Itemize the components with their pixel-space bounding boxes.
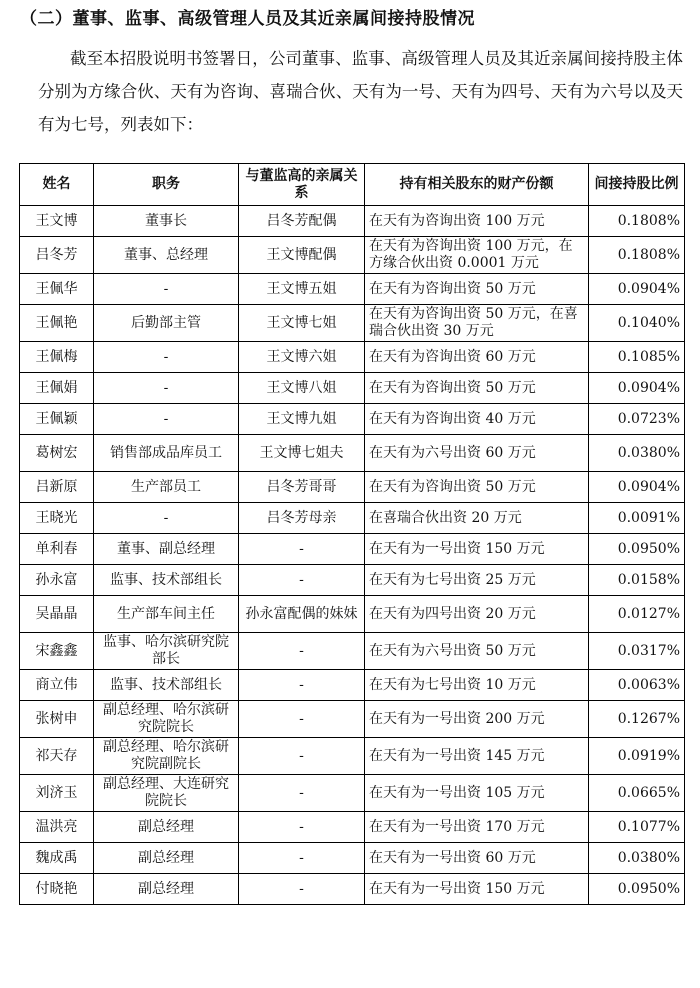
relation-cell: - [239, 534, 365, 565]
position-cell: - [94, 373, 239, 404]
table-row [20, 534, 685, 565]
holdings-table [19, 163, 685, 905]
assets-cell: 在天有为咨询出资 60 万元 [365, 342, 589, 373]
assets-cell: 在天有为咨询出资 100 万元，在方缘合伙出资 0.0001 万元 [365, 237, 589, 274]
relation-cell: 王文博八姐 [239, 373, 365, 404]
name-cell: 王文博 [20, 206, 94, 237]
name-cell: 张树申 [20, 701, 94, 738]
header-assets: 持有相关股东的财产份额 [365, 164, 589, 206]
table-row [20, 843, 685, 874]
position-cell: - [94, 404, 239, 435]
ratio-cell: 0.0127% [589, 596, 685, 633]
assets-cell: 在天有为一号出资 170 万元 [365, 812, 589, 843]
position-cell: 副总经理 [94, 843, 239, 874]
name-cell: 祁天存 [20, 738, 94, 775]
position-cell: - [94, 274, 239, 305]
ratio-cell: 0.1808% [589, 206, 685, 237]
relation-cell: 吕冬芳哥哥 [239, 472, 365, 503]
table-row [20, 738, 685, 775]
intro-paragraph: 截至本招股说明书签署日，公司董事、监事、高级管理人员及其近亲属间接持股主体分别为方缘合伙、天有为咨询、喜瑞合伙、天有为一号、天有为四号、天有为六号以及天有为七号，列表如下： [38, 49, 683, 134]
header-ratio: 间接持股比例 [589, 164, 685, 206]
table-row [20, 670, 685, 701]
relation-cell: - [239, 670, 365, 701]
assets-cell: 在天有为一号出资 105 万元 [365, 775, 589, 812]
ratio-cell: 0.0950% [589, 534, 685, 565]
table-row [20, 305, 685, 342]
assets-cell: 在天有为六号出资 60 万元 [365, 435, 589, 472]
relation-cell: - [239, 738, 365, 775]
relation-cell: - [239, 701, 365, 738]
table-row [20, 237, 685, 274]
table-row [20, 596, 685, 633]
position-cell: 监事、哈尔滨研究院部长 [94, 633, 239, 670]
ratio-cell: 0.1267% [589, 701, 685, 738]
assets-cell: 在天有为咨询出资 50 万元，在喜瑞合伙出资 30 万元 [365, 305, 589, 342]
name-cell: 单利春 [20, 534, 94, 565]
name-cell: 宋鑫鑫 [20, 633, 94, 670]
assets-cell: 在天有为咨询出资 50 万元 [365, 472, 589, 503]
ratio-cell: 0.1085% [589, 342, 685, 373]
ratio-cell: 0.0317% [589, 633, 685, 670]
position-cell: 董事长 [94, 206, 239, 237]
name-cell: 王晓光 [20, 503, 94, 534]
table-row [20, 503, 685, 534]
ratio-cell: 0.0380% [589, 435, 685, 472]
name-cell: 葛树宏 [20, 435, 94, 472]
relation-cell: 王文博六姐 [239, 342, 365, 373]
section-heading: （二）董事、监事、高级管理人员及其近亲属间接持股情况 [20, 9, 475, 29]
assets-cell: 在天有为四号出资 20 万元 [365, 596, 589, 633]
name-cell: 王佩梅 [20, 342, 94, 373]
table-row [20, 565, 685, 596]
table-row [20, 874, 685, 905]
assets-cell: 在天有为一号出资 150 万元 [365, 534, 589, 565]
relation-cell: - [239, 843, 365, 874]
table-row [20, 633, 685, 670]
ratio-cell: 0.1077% [589, 812, 685, 843]
assets-cell: 在天有为一号出资 150 万元 [365, 874, 589, 905]
assets-cell: 在天有为一号出资 60 万元 [365, 843, 589, 874]
relation-cell: - [239, 775, 365, 812]
assets-cell: 在天有为咨询出资 40 万元 [365, 404, 589, 435]
name-cell: 王佩颖 [20, 404, 94, 435]
assets-cell: 在天有为咨询出资 50 万元 [365, 373, 589, 404]
ratio-cell: 0.0158% [589, 565, 685, 596]
assets-cell: 在天有为一号出资 200 万元 [365, 701, 589, 738]
table-header-row [20, 164, 685, 206]
relation-cell: 王文博七姐夫 [239, 435, 365, 472]
table-row [20, 472, 685, 503]
assets-cell: 在天有为六号出资 50 万元 [365, 633, 589, 670]
header-name: 姓名 [20, 164, 94, 206]
table-row [20, 373, 685, 404]
position-cell: 后勤部主管 [94, 305, 239, 342]
assets-cell: 在天有为七号出资 10 万元 [365, 670, 589, 701]
name-cell: 孙永富 [20, 565, 94, 596]
relation-cell: 王文博配偶 [239, 237, 365, 274]
position-cell: 董事、总经理 [94, 237, 239, 274]
ratio-cell: 0.0091% [589, 503, 685, 534]
table-row [20, 342, 685, 373]
ratio-cell: 0.0723% [589, 404, 685, 435]
name-cell: 王佩娟 [20, 373, 94, 404]
ratio-cell: 0.0919% [589, 738, 685, 775]
position-cell: 副总经理 [94, 874, 239, 905]
table-row [20, 775, 685, 812]
relation-cell: - [239, 633, 365, 670]
table-row [20, 435, 685, 472]
ratio-cell: 0.0904% [589, 472, 685, 503]
position-cell: 监事、技术部组长 [94, 565, 239, 596]
ratio-cell: 0.0904% [589, 373, 685, 404]
relation-cell: - [239, 812, 365, 843]
position-cell: 生产部员工 [94, 472, 239, 503]
table-row [20, 812, 685, 843]
table-body [20, 206, 685, 905]
name-cell: 温洪亮 [20, 812, 94, 843]
table-row [20, 274, 685, 305]
relation-cell: 王文博五姐 [239, 274, 365, 305]
table-row [20, 404, 685, 435]
name-cell: 吕冬芳 [20, 237, 94, 274]
name-cell: 吴晶晶 [20, 596, 94, 633]
relation-cell: 王文博九姐 [239, 404, 365, 435]
name-cell: 付晓艳 [20, 874, 94, 905]
ratio-cell: 0.0063% [589, 670, 685, 701]
position-cell: 生产部车间主任 [94, 596, 239, 633]
ratio-cell: 0.0904% [589, 274, 685, 305]
name-cell: 商立伟 [20, 670, 94, 701]
name-cell: 刘济玉 [20, 775, 94, 812]
assets-cell: 在喜瑞合伙出资 20 万元 [365, 503, 589, 534]
assets-cell: 在天有为七号出资 25 万元 [365, 565, 589, 596]
ratio-cell: 0.1040% [589, 305, 685, 342]
name-cell: 魏成禹 [20, 843, 94, 874]
name-cell: 吕新原 [20, 472, 94, 503]
ratio-cell: 0.0665% [589, 775, 685, 812]
ratio-cell: 0.1808% [589, 237, 685, 274]
ratio-cell: 0.0380% [589, 843, 685, 874]
header-position: 职务 [94, 164, 239, 206]
position-cell: - [94, 503, 239, 534]
position-cell: 副总经理、哈尔滨研究院院长 [94, 701, 239, 738]
relation-cell: - [239, 874, 365, 905]
position-cell: 销售部成品库员工 [94, 435, 239, 472]
header-relation: 与董监高的亲属关系 [239, 164, 365, 206]
position-cell: 监事、技术部组长 [94, 670, 239, 701]
assets-cell: 在天有为咨询出资 100 万元 [365, 206, 589, 237]
name-cell: 王佩艳 [20, 305, 94, 342]
table-row [20, 701, 685, 738]
name-cell: 王佩华 [20, 274, 94, 305]
relation-cell: - [239, 565, 365, 596]
ratio-cell: 0.0950% [589, 874, 685, 905]
position-cell: 董事、副总经理 [94, 534, 239, 565]
position-cell: - [94, 342, 239, 373]
position-cell: 副总经理、大连研究院院长 [94, 775, 239, 812]
assets-cell: 在天有为咨询出资 50 万元 [365, 274, 589, 305]
relation-cell: 王文博七姐 [239, 305, 365, 342]
relation-cell: 吕冬芳配偶 [239, 206, 365, 237]
table-row [20, 206, 685, 237]
relation-cell: 孙永富配偶的妹妹 [239, 596, 365, 633]
position-cell: 副总经理、哈尔滨研究院副院长 [94, 738, 239, 775]
relation-cell: 吕冬芳母亲 [239, 503, 365, 534]
position-cell: 副总经理 [94, 812, 239, 843]
assets-cell: 在天有为一号出资 145 万元 [365, 738, 589, 775]
